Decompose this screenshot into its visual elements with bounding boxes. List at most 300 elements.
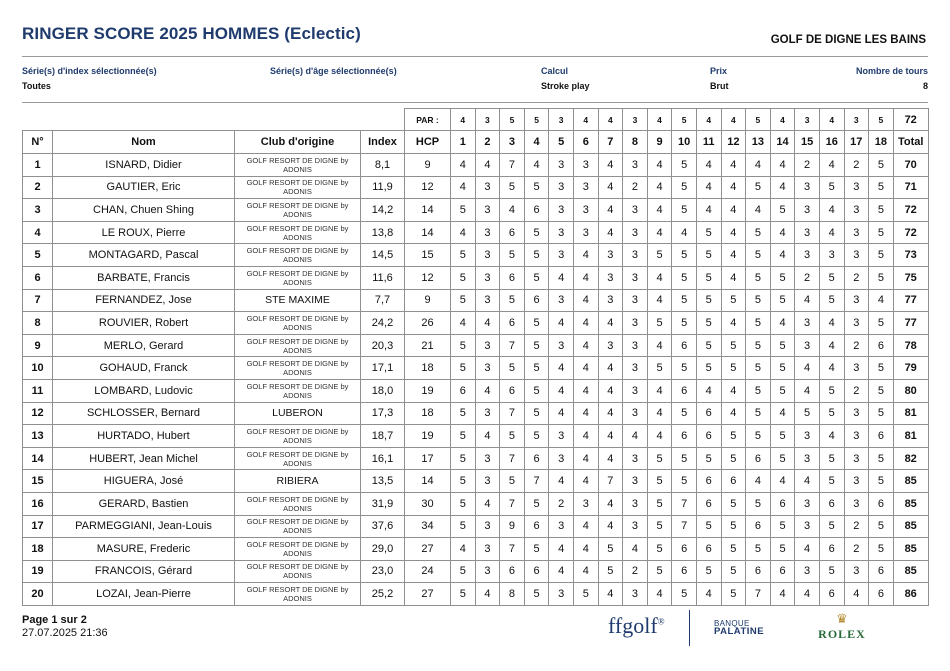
rank-cell: 4 (23, 221, 53, 244)
hole-score-cell: 6 (524, 199, 549, 222)
player-name-cell: GAUTIER, Eric (53, 176, 235, 199)
rank-cell: 15 (23, 470, 53, 493)
hole-score-cell: 4 (770, 244, 795, 267)
hole-score-cell: 5 (819, 470, 844, 493)
hole-score-cell: 4 (475, 312, 500, 335)
total-cell: 81 (893, 425, 928, 448)
hole-score-cell: 4 (549, 470, 574, 493)
hole-score-cell: 6 (696, 425, 721, 448)
hole-score-cell: 3 (475, 447, 500, 470)
hole-score-cell: 3 (475, 244, 500, 267)
hole-score-cell: 3 (475, 357, 500, 380)
hole-score-cell: 6 (672, 334, 697, 357)
hole-score-cell: 3 (623, 379, 648, 402)
rank-cell: 1 (23, 154, 53, 177)
banque-logo-line1: BANQUE (714, 619, 750, 628)
hole-score-cell: 3 (549, 221, 574, 244)
hole-score-cell: 3 (844, 357, 869, 380)
hole-score-cell: 5 (524, 176, 549, 199)
rank-cell: 5 (23, 244, 53, 267)
hole-score-cell: 6 (721, 470, 746, 493)
hole-score-cell: 3 (623, 470, 648, 493)
table-row (23, 312, 929, 335)
rank-cell: 13 (23, 425, 53, 448)
par-hole-15: 3 (795, 109, 820, 131)
rolex-logo (812, 612, 872, 643)
hole-score-cell: 3 (475, 470, 500, 493)
filter-divider (22, 102, 928, 103)
club-cell: GOLF RESORT DE DIGNE by ADONIS (235, 199, 361, 222)
par-hole-16: 4 (819, 109, 844, 131)
table-row (23, 560, 929, 583)
hole-score-cell: 4 (549, 560, 574, 583)
hole-score-cell: 3 (795, 334, 820, 357)
total-cell: 73 (893, 244, 928, 267)
hole-score-cell: 4 (819, 199, 844, 222)
hole-score-cell: 7 (746, 583, 771, 606)
hole-score-cell: 4 (598, 199, 623, 222)
index-cell: 24,2 (361, 312, 405, 335)
index-cell: 17,1 (361, 357, 405, 380)
table-row (23, 334, 929, 357)
hole-score-cell: 5 (524, 334, 549, 357)
hole-score-cell: 4 (819, 334, 844, 357)
hole-score-cell: 6 (869, 492, 894, 515)
hole-score-cell: 5 (672, 583, 697, 606)
hole-score-cell: 4 (647, 289, 672, 312)
hole-score-cell: 3 (549, 334, 574, 357)
hole-score-cell: 4 (598, 515, 623, 538)
hole-score-cell: 6 (746, 560, 771, 583)
hole-score-cell: 5 (869, 154, 894, 177)
hole-score-cell: 6 (500, 560, 525, 583)
hole-score-cell: 5 (819, 515, 844, 538)
hole-score-cell: 5 (746, 312, 771, 335)
hole-score-cell: 3 (623, 154, 648, 177)
hole-score-cell: 5 (746, 289, 771, 312)
hcp-cell: 14 (405, 221, 451, 244)
hole-score-cell: 4 (573, 312, 598, 335)
hole-score-cell: 3 (475, 515, 500, 538)
hole-score-cell: 5 (672, 447, 697, 470)
index-cell: 16,1 (361, 447, 405, 470)
filter-value: Stroke play (541, 81, 590, 91)
hole-score-cell: 3 (795, 425, 820, 448)
hole-score-cell: 4 (573, 334, 598, 357)
header-divider (22, 56, 928, 57)
index-cell: 18,7 (361, 425, 405, 448)
hole-score-cell: 6 (746, 515, 771, 538)
hole-score-cell: 4 (746, 470, 771, 493)
hole-score-cell: 5 (721, 515, 746, 538)
hole-score-cell: 5 (696, 357, 721, 380)
hole-score-cell: 4 (770, 221, 795, 244)
rank-cell: 16 (23, 492, 53, 515)
hole-score-cell: 3 (573, 154, 598, 177)
par-hole-3: 5 (500, 109, 525, 131)
hole-score-cell: 5 (746, 402, 771, 425)
rank-cell: 17 (23, 515, 53, 538)
hole-score-cell: 4 (795, 538, 820, 561)
rank-cell: 18 (23, 538, 53, 561)
hole-score-cell: 4 (746, 154, 771, 177)
hole-score-cell: 4 (598, 221, 623, 244)
hole-score-cell: 5 (770, 515, 795, 538)
hole-score-cell: 4 (795, 379, 820, 402)
hole-score-cell: 4 (696, 176, 721, 199)
hole-score-cell: 3 (844, 221, 869, 244)
club-cell: LUBERON (235, 402, 361, 425)
column-header: Club d'origine (235, 131, 361, 154)
hole-score-cell: 4 (770, 312, 795, 335)
club-cell: GOLF RESORT DE DIGNE by ADONIS (235, 244, 361, 267)
hole-score-cell: 5 (524, 425, 549, 448)
hole-score-cell: 7 (500, 334, 525, 357)
hole-score-cell: 5 (869, 199, 894, 222)
club-cell: GOLF RESORT DE DIGNE by ADONIS (235, 334, 361, 357)
filter-label: Série(s) d'index sélectionnée(s) (22, 66, 157, 76)
filter-summary (22, 66, 928, 96)
hole-score-cell: 4 (451, 538, 476, 561)
hole-score-cell: 5 (770, 447, 795, 470)
hole-score-cell: 5 (672, 244, 697, 267)
par-hole-1: 4 (451, 109, 476, 131)
hole-score-cell: 9 (500, 515, 525, 538)
column-header: 9 (647, 131, 672, 154)
hole-score-cell: 5 (721, 447, 746, 470)
column-header-row (23, 131, 929, 154)
crown-icon: ♛ (836, 611, 848, 626)
hole-score-cell: 5 (451, 515, 476, 538)
total-cell: 85 (893, 470, 928, 493)
index-cell: 7,7 (361, 289, 405, 312)
hole-score-cell: 4 (770, 402, 795, 425)
hole-score-cell: 3 (844, 560, 869, 583)
hole-score-cell: 5 (524, 538, 549, 561)
player-name-cell: FRANCOIS, Gérard (53, 560, 235, 583)
hole-score-cell: 6 (524, 447, 549, 470)
hole-score-cell: 3 (795, 199, 820, 222)
table-row (23, 266, 929, 289)
hole-score-cell: 7 (500, 402, 525, 425)
club-cell: GOLF RESORT DE DIGNE by ADONIS (235, 221, 361, 244)
hole-score-cell: 4 (672, 221, 697, 244)
hole-score-cell: 4 (696, 583, 721, 606)
hole-score-cell: 7 (500, 447, 525, 470)
filter-value: Toutes (22, 81, 51, 91)
hole-score-cell: 4 (573, 538, 598, 561)
hole-score-cell: 6 (696, 538, 721, 561)
hole-score-cell: 5 (721, 583, 746, 606)
hole-score-cell: 4 (647, 583, 672, 606)
hole-score-cell: 5 (451, 244, 476, 267)
banque-palatine-logo (714, 620, 764, 636)
hole-score-cell: 5 (647, 492, 672, 515)
hole-score-cell: 3 (475, 402, 500, 425)
table-row (23, 154, 929, 177)
hole-score-cell: 4 (598, 176, 623, 199)
column-header: N° (23, 131, 53, 154)
hole-score-cell: 3 (549, 154, 574, 177)
hole-score-cell: 4 (770, 470, 795, 493)
player-name-cell: HURTADO, Hubert (53, 425, 235, 448)
filter-prix (710, 66, 729, 91)
hole-score-cell: 6 (770, 560, 795, 583)
hole-score-cell: 6 (696, 402, 721, 425)
index-cell: 8,1 (361, 154, 405, 177)
hole-score-cell: 5 (647, 312, 672, 335)
hole-score-cell: 4 (721, 312, 746, 335)
club-cell: GOLF RESORT DE DIGNE by ADONIS (235, 447, 361, 470)
hole-score-cell: 3 (598, 266, 623, 289)
hole-score-cell: 7 (500, 492, 525, 515)
index-cell: 31,9 (361, 492, 405, 515)
hcp-cell: 19 (405, 379, 451, 402)
hole-score-cell: 5 (696, 244, 721, 267)
hole-score-cell: 5 (770, 334, 795, 357)
hole-score-cell: 5 (524, 266, 549, 289)
table-row (23, 244, 929, 267)
hole-score-cell: 4 (598, 312, 623, 335)
hole-score-cell: 2 (795, 266, 820, 289)
hole-score-cell: 4 (573, 560, 598, 583)
hole-score-cell: 5 (696, 221, 721, 244)
par-hole-13: 5 (746, 109, 771, 131)
hole-score-cell: 3 (475, 560, 500, 583)
rank-cell: 10 (23, 357, 53, 380)
hole-score-cell: 5 (869, 266, 894, 289)
hole-score-cell: 4 (721, 176, 746, 199)
hole-score-cell: 6 (451, 379, 476, 402)
column-header: 10 (672, 131, 697, 154)
hole-score-cell: 5 (746, 244, 771, 267)
player-name-cell: PARMEGGIANI, Jean-Louis (53, 515, 235, 538)
hole-score-cell: 3 (844, 199, 869, 222)
hole-score-cell: 4 (475, 379, 500, 402)
index-cell: 14,5 (361, 244, 405, 267)
hole-score-cell: 5 (746, 425, 771, 448)
hole-score-cell: 6 (869, 583, 894, 606)
hole-score-cell: 5 (869, 538, 894, 561)
hole-score-cell: 5 (500, 176, 525, 199)
hole-score-cell: 5 (451, 402, 476, 425)
hole-score-cell: 5 (819, 379, 844, 402)
column-header: 6 (573, 131, 598, 154)
hole-score-cell: 5 (721, 425, 746, 448)
hole-score-cell: 5 (500, 289, 525, 312)
hole-score-cell: 6 (500, 266, 525, 289)
hole-score-cell: 3 (475, 289, 500, 312)
hole-score-cell: 2 (844, 379, 869, 402)
hole-score-cell: 2 (549, 492, 574, 515)
hole-score-cell: 5 (451, 447, 476, 470)
hole-score-cell: 4 (475, 492, 500, 515)
hcp-cell: 24 (405, 560, 451, 583)
table-row (23, 583, 929, 606)
column-header: HCP (405, 131, 451, 154)
hole-score-cell: 7 (524, 470, 549, 493)
hole-score-cell: 3 (795, 560, 820, 583)
hole-score-cell: 5 (524, 492, 549, 515)
hole-score-cell: 4 (721, 154, 746, 177)
club-cell: GOLF RESORT DE DIGNE by ADONIS (235, 379, 361, 402)
player-name-cell: GOHAUD, Franck (53, 357, 235, 380)
hole-score-cell: 5 (672, 199, 697, 222)
hole-score-cell: 5 (696, 560, 721, 583)
index-cell: 23,0 (361, 560, 405, 583)
hole-score-cell: 4 (770, 583, 795, 606)
hcp-cell: 12 (405, 176, 451, 199)
club-cell: GOLF RESORT DE DIGNE by ADONIS (235, 560, 361, 583)
hole-score-cell: 3 (598, 334, 623, 357)
logo-separator (689, 610, 690, 646)
rank-cell: 14 (23, 447, 53, 470)
rank-cell: 6 (23, 266, 53, 289)
hole-score-cell: 4 (573, 266, 598, 289)
hole-score-cell: 4 (573, 447, 598, 470)
hole-score-cell: 3 (844, 244, 869, 267)
rank-cell: 2 (23, 176, 53, 199)
hole-score-cell: 5 (672, 402, 697, 425)
hole-score-cell: 7 (500, 154, 525, 177)
hole-score-cell: 4 (844, 583, 869, 606)
hole-score-cell: 4 (573, 402, 598, 425)
ffgolf-logo (608, 613, 665, 639)
hole-score-cell: 3 (795, 312, 820, 335)
hole-score-cell: 3 (795, 221, 820, 244)
hole-score-cell: 4 (573, 244, 598, 267)
hole-score-cell: 5 (451, 266, 476, 289)
index-cell: 25,2 (361, 583, 405, 606)
hole-score-cell: 3 (598, 289, 623, 312)
total-cell: 78 (893, 334, 928, 357)
total-cell: 77 (893, 312, 928, 335)
hole-score-cell: 6 (500, 379, 525, 402)
filter-label: Calcul (541, 66, 569, 76)
index-cell: 17,3 (361, 402, 405, 425)
results-table (22, 108, 929, 606)
filter-calcul (541, 66, 590, 91)
hole-score-cell: 5 (869, 357, 894, 380)
hole-score-cell: 4 (647, 176, 672, 199)
hole-score-cell: 4 (573, 289, 598, 312)
hole-score-cell: 4 (573, 470, 598, 493)
hole-score-cell: 3 (795, 244, 820, 267)
hole-score-cell: 3 (623, 515, 648, 538)
hole-score-cell: 5 (647, 447, 672, 470)
total-cell: 71 (893, 176, 928, 199)
filter-label: Série(s) d'âge sélectionnée(s) (270, 66, 397, 76)
player-name-cell: BARBATE, Francis (53, 266, 235, 289)
hole-score-cell: 5 (647, 470, 672, 493)
hole-score-cell: 4 (573, 379, 598, 402)
hole-score-cell: 4 (647, 379, 672, 402)
hole-score-cell: 3 (623, 402, 648, 425)
column-header: 16 (819, 131, 844, 154)
hcp-cell: 14 (405, 470, 451, 493)
club-cell: GOLF RESORT DE DIGNE by ADONIS (235, 176, 361, 199)
total-cell: 81 (893, 402, 928, 425)
hole-score-cell: 3 (623, 357, 648, 380)
hole-score-cell: 7 (598, 470, 623, 493)
hole-score-cell: 3 (819, 244, 844, 267)
hole-score-cell: 5 (721, 357, 746, 380)
rank-cell: 9 (23, 334, 53, 357)
hole-score-cell: 3 (844, 176, 869, 199)
hole-score-cell: 3 (549, 176, 574, 199)
hole-score-cell: 4 (549, 266, 574, 289)
table-row (23, 515, 929, 538)
hole-score-cell: 5 (647, 244, 672, 267)
column-header: 14 (770, 131, 795, 154)
hole-score-cell: 5 (746, 266, 771, 289)
hole-score-cell: 5 (869, 379, 894, 402)
club-cell: STE MAXIME (235, 289, 361, 312)
hole-score-cell: 5 (696, 312, 721, 335)
hole-score-cell: 5 (451, 289, 476, 312)
column-header: 2 (475, 131, 500, 154)
index-cell: 11,6 (361, 266, 405, 289)
total-cell: 72 (893, 221, 928, 244)
hole-score-cell: 4 (598, 447, 623, 470)
hole-score-cell: 8 (500, 583, 525, 606)
hole-score-cell: 2 (844, 266, 869, 289)
hole-score-cell: 3 (623, 492, 648, 515)
par-hole-18: 5 (869, 109, 894, 131)
hole-score-cell: 4 (549, 538, 574, 561)
hole-score-cell: 6 (524, 289, 549, 312)
hole-score-cell: 5 (696, 289, 721, 312)
club-cell: GOLF RESORT DE DIGNE by ADONIS (235, 538, 361, 561)
hole-score-cell: 4 (869, 289, 894, 312)
hole-score-cell: 5 (746, 221, 771, 244)
par-hole-5: 3 (549, 109, 574, 131)
hole-score-cell: 6 (869, 560, 894, 583)
hole-score-cell: 4 (549, 379, 574, 402)
page-number: Page 1 sur 2 (22, 614, 87, 626)
hole-score-cell: 3 (475, 538, 500, 561)
hcp-cell: 34 (405, 515, 451, 538)
hole-score-cell: 4 (598, 379, 623, 402)
hole-score-cell: 6 (869, 425, 894, 448)
rank-cell: 3 (23, 199, 53, 222)
hole-score-cell: 5 (770, 289, 795, 312)
hole-score-cell: 2 (623, 176, 648, 199)
hole-score-cell: 3 (549, 583, 574, 606)
hole-score-cell: 5 (746, 176, 771, 199)
hole-score-cell: 4 (819, 312, 844, 335)
table-row (23, 221, 929, 244)
hole-score-cell: 4 (451, 221, 476, 244)
hole-score-cell: 3 (475, 334, 500, 357)
hole-score-cell: 3 (844, 447, 869, 470)
hole-score-cell: 4 (795, 583, 820, 606)
hole-score-cell: 5 (524, 221, 549, 244)
hcp-cell: 12 (405, 266, 451, 289)
hole-score-cell: 3 (795, 447, 820, 470)
hole-score-cell: 4 (549, 357, 574, 380)
hole-score-cell: 6 (696, 492, 721, 515)
page-title: RINGER SCORE 2025 HOMMES (Eclectic) (22, 24, 361, 43)
hcp-cell: 27 (405, 583, 451, 606)
hole-score-cell: 5 (696, 266, 721, 289)
club-cell: GOLF RESORT DE DIGNE by ADONIS (235, 515, 361, 538)
hole-score-cell: 4 (598, 492, 623, 515)
hole-score-cell: 5 (647, 538, 672, 561)
hole-score-cell: 7 (500, 538, 525, 561)
hole-score-cell: 6 (500, 312, 525, 335)
hole-score-cell: 5 (451, 470, 476, 493)
